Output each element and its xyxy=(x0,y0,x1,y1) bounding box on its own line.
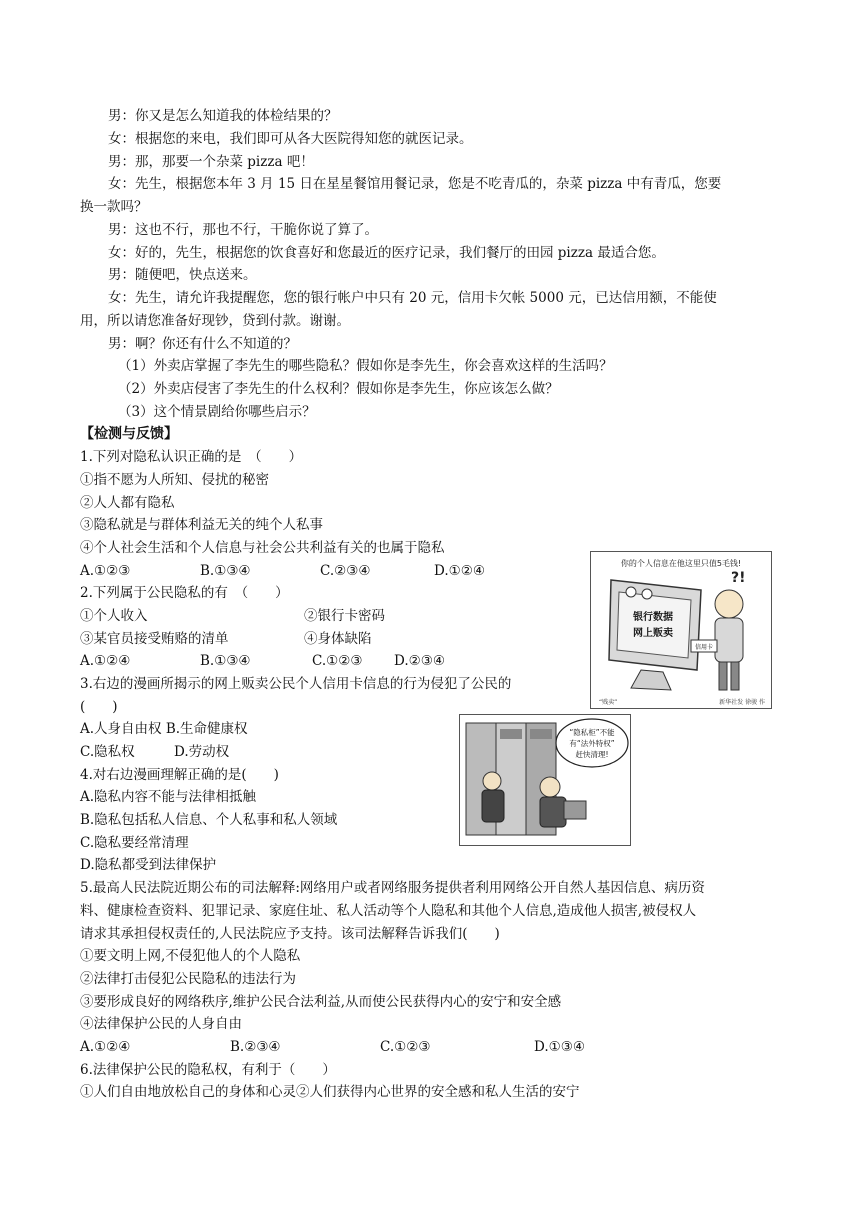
discussion-question: （2）外卖店侵害了李先生的什么权利？假如你是李先生，你应该怎么做？ xyxy=(118,381,559,397)
screen-text-2: 网上贩卖 xyxy=(633,628,673,639)
q1-option-b: B.①③④ xyxy=(200,563,251,579)
q3-option-d: D.劳动权 xyxy=(174,744,230,760)
dialogue-line: 男：随便吧，快点送来。 xyxy=(108,267,257,283)
q5-option-d: D.①③④ xyxy=(534,1039,585,1055)
q6-stem: 6.法律保护公民的隐私权，有利于（ ） xyxy=(80,1062,336,1078)
q2-item: ④身体缺陷 xyxy=(304,631,372,647)
screen-text-1: 银行数据 xyxy=(633,612,673,623)
bubble-line: 赶快清理! xyxy=(575,750,609,759)
q5-option-b: B.②③④ xyxy=(230,1039,281,1055)
cartoon-caption: 你的个人信息在他这里只值5毛钱! xyxy=(620,559,742,568)
cartoon-title: “贱卖” xyxy=(599,699,618,706)
q1-option-a: A.①②③ xyxy=(80,563,131,579)
q5-option-c: C.①②③ xyxy=(380,1039,431,1055)
q4-option-b: B.隐私包括私人信息、个人私事和私人领域 xyxy=(80,812,338,828)
dialogue-line: 女：先生，根据您本年 3 月 15 日在星星餐馆用餐记录，您是不吃青瓜的，杂菜 pizza 中有青瓜，您要 xyxy=(108,176,722,192)
dialogue-line: 男：啊？你还有什么不知道的？ xyxy=(108,336,297,352)
q1-stem: 1.下列对隐私认识正确的是 （ ） xyxy=(80,449,303,465)
discussion-question: （3）这个情景剧给你哪些启示？ xyxy=(118,404,316,420)
credit-card-cartoon xyxy=(590,551,772,709)
discussion-question: （1）外卖店掌握了李先生的哪些隐私？假如你是李先生，你会喜欢这样的生活吗？ xyxy=(118,358,613,374)
q4-option-a: A.隐私内容不能与法律相抵触 xyxy=(80,789,257,805)
q1-option-d: D.①②④ xyxy=(434,563,485,579)
dialogue-line: 用，所以请您准备好现钞，贷到付款。谢谢。 xyxy=(80,313,350,329)
q3-stem: 3.右边的漫画所揭示的网上贩卖公民个人信用卡信息的行为侵犯了公民的 xyxy=(80,676,512,692)
privacy-cabinet-cartoon xyxy=(459,714,631,846)
q1-item: ④个人社会生活和个人信息与社会公共利益有关的也属于隐私 xyxy=(80,540,445,556)
q3-option-c: C.隐私权 xyxy=(80,744,135,760)
dialogue-line: 女：根据您的来电，我们即可从各大医院得知您的就医记录。 xyxy=(108,131,473,147)
dialogue-line: 男：这也不行，那也不行，干脆你说了算了。 xyxy=(108,222,378,238)
dialogue-line: 换一款吗？ xyxy=(80,199,148,215)
q2-option-d: D.②③④ xyxy=(394,653,445,669)
section-title: 【检测与反馈】 xyxy=(80,426,178,442)
q1-item: ①指不愿为人所知、侵扰的秘密 xyxy=(80,472,269,488)
q2-item: ②银行卡密码 xyxy=(304,608,385,624)
q5-option-a: A.①②④ xyxy=(80,1039,131,1055)
q5-item: ③要形成良好的网络秩序,维护公民合法利益,从而使公民获得内心的安宁和安全感 xyxy=(80,994,562,1010)
q2-item: ①个人收入 xyxy=(80,608,148,624)
q4-option-c: C.隐私要经常清理 xyxy=(80,835,189,851)
q2-option-c: C.①②③ xyxy=(312,653,363,669)
q5-item: ④法律保护公民的人身自由 xyxy=(80,1016,242,1032)
q2-stem: 2.下列属于公民隐私的有 （ ） xyxy=(80,585,289,601)
q5-stem-line: 料、健康检查资料、犯罪记录、家庭住址、私人活动等个人隐私和其他个人信息,造成他人损害,被侵权人 xyxy=(80,903,697,919)
q2-item: ③某官员接受贿赂的清单 xyxy=(80,631,229,647)
q4-stem: 4.对右边漫画理解正确的是( ) xyxy=(80,767,279,783)
q5-stem-line: 5.最高人民法院近期公布的司法解释:网络用户或者网络服务提供者利用网络公开自然人基因信息、病历资 xyxy=(80,880,705,896)
svg-text:?!: ?! xyxy=(731,570,746,586)
q2-option-a: A.①②④ xyxy=(80,653,131,669)
q4-option-d: D.隐私都受到法律保护 xyxy=(80,857,217,873)
q5-item: ①要文明上网,不侵犯他人的个人隐私 xyxy=(80,948,301,964)
q1-item: ③隐私就是与群体利益无关的纯个人私事 xyxy=(80,517,323,533)
q3-options-line: A.人身自由权 B.生命健康权 xyxy=(80,721,248,737)
q1-option-c: C.②③④ xyxy=(320,563,371,579)
q2-option-b: B.①③④ xyxy=(200,653,251,669)
q6-items: ①人们自由地放松自己的身体和心灵②人们获得内心世界的安全感和私人生活的安宁 xyxy=(80,1084,580,1100)
card-label: 信用卡 xyxy=(694,644,714,651)
q1-item: ②人人都有隐私 xyxy=(80,495,175,511)
dialogue-line: 女：先生，请允许我提醒您，您的银行帐户中只有 20 元，信用卡欠帐 5000 元，已达信用额，不能使 xyxy=(108,290,717,306)
q5-item: ②法律打击侵犯公民隐私的违法行为 xyxy=(80,971,296,987)
dialogue-line: 男：你又是怎么知道我的体检结果的？ xyxy=(108,108,338,124)
cartoon-credit: 新华社发 徐骏 作 xyxy=(719,699,765,706)
bubble-line: 有“法外特权” xyxy=(569,739,615,748)
q3-paren: ( ) xyxy=(80,699,118,715)
dialogue-line: 女：好的，先生，根据您的饮食喜好和您最近的医疗记录，我们餐厅的田园 pizza 最适合您。 xyxy=(108,245,665,261)
bubble-line: “隐私柜”不能 xyxy=(569,728,615,737)
q5-stem-line: 请求其承担侵权责任的,人民法院应予支持。该司法解释告诉我们( ) xyxy=(80,926,500,942)
dialogue-line: 男：那，那要一个杂菜 pizza 吧！ xyxy=(108,154,314,170)
